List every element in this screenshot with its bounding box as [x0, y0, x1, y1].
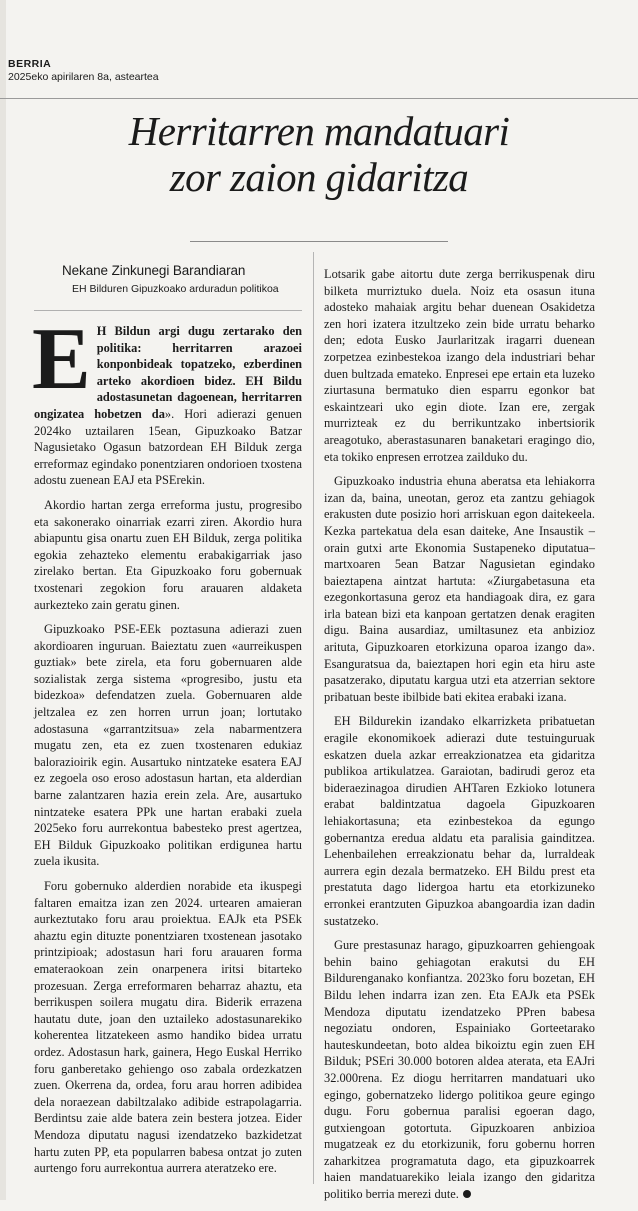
- body-paragraph: Foru gobernuko alderdien norabide eta ikuspegi faltaren emaitza izan zen 2024. urtearen amaieran aurkeztutako foru arau proiektua. EAJk eta PSEk ahaztu egin dituzte ponentziaren txostenean jasotako printzipioak; adostasun hari foru arauaren forma emateraokoan zein onarpenera iritsi bitarteko prozesuan. Zerga erreformaren beharraz ahaztu, eta berrikuspen soilera mugatu dira. Biderik errazena hautatu dute, joan den uztaileko adostasunarekiko koherentea litzatekeen asmo handiko bidea urratu ordez. Adostasun hark, gainera, Hego Euskal Herriko foru ganberetako gehiengo oso zabala ordezkatzen zuen. Okerrena da, ordea, foru arau horren adibidea dela noraezean dabiltzalako adibide estrapolagarria. Berdintsu zaie alde batera zein bestera jotzea. Eider Mendoza diputatu nagusi izendatzeko bazkidetzat hartu zuten PP, eta popularren babesa ontzat jo zuten aurtengo foru aurrekontua aurrera ateratzeko ere.: [34, 879, 302, 1176]
- headline-line-2: zor zaion gidaritza: [169, 154, 469, 200]
- end-mark-icon: [463, 1190, 471, 1198]
- body-paragraph: Akordio hartan zerga erreforma justu, progresibo eta sakonerako oinarriak ezarri ziren. Akordio hura abiapuntu gisa onartu zuen EH Bilduk, zerga politika egokia zehazteko elementu erabakigarriak jaso zirelako bertan. Eta Gipuzkoako foru gobernuak txostenari zegokion foru arauaren aldaketa aurkezteko zain geratu ginen.: [34, 497, 302, 612]
- final-paragraph: [324, 937, 595, 1203]
- body-paragraph: EH Bildurekin izandako elkarrizketa pribatuetan eragile ekonomikoek adierazi dute testuinguruak eskatzen duela azkar erreakzionatzea eta gidaritza publikoa artikulatzea. Garaiotan, badirudi geroz eta bideraezinagoa dirudien AHTaren Ezkioko lotunera erabat baldintzatua dagoela Gipuzkoaren lehiakortasuna; eta ezinbestekoa da egungo gobernantza eredua aldatu eta paralisia gainditzea. Lehenbailehen erreakzionatu behar da, lurraldeak aurrera egin dezala bermatzeko. EH Bildu prest eta prestatuta dago lidergoa hartu eta etorkizuneko erronkei erantzuten Gipuzkoa abangoardia izan dadin sustatzeko.: [324, 714, 595, 928]
- publication-date: 2025eko apirilaren 8a, asteartea: [8, 71, 159, 83]
- lead-bold-text: H Bildun argi dugu zertarako den politika: herritarren arazoei konponbideak topatzeko, ezberdinen arteko akordioen bidez. EH Bildu adostasunetan dagoenean, herritarren ongizatea hobetzen da: [34, 324, 302, 421]
- column-left: [34, 252, 302, 1185]
- final-paragraph-text: Gure prestasunaz harago, gipuzkoarren gehiengoak behin baino gehiagotan erakutsi du EH Bildurenganako konfiantza. 2023ko foru bozetan, EH Bildu lehen indarra izan zen. Eta EAJk eta PSEk Mendoza diputatu izendatzeko PPren babesa negoziatu ondoren, Espainiako Gorteetarako hauteskundeetan, boto aldea bikoiztu egin zuen EH Bilduk; PSEri 30.000 botoren aldea aterata, eta EAJri 32.000rena. Ez diogu herritarren mandatuari uko egingo, gobernatzeko lidergo politikoa geure egingo dugu. Foru gobernua paralisi egoeran dago, gutxiengoan gotortuta. Gipuzkoaren anbizioa mugatzeak ez du etorkizunik, foru gobernu horren zaharkitzea programatuta dago, eta gipuzkoarrek haien mandatuarekiko leiala izango den gidaritza politiko berria merezi dute.: [324, 938, 595, 1202]
- author-role: EH Bilduren Gipuzkoako arduradun politikoa: [72, 283, 279, 295]
- lead-rest-text: ». Hori adierazi genuen 2024ko uztailaren 15ean, Gipuzkoako Batzar Nagusietako Ogasun batzordean EH Bilduk zerga erreformaz egindako ponentziaren ondorioen txostena adostu zuenean EAJ eta PSErekin.: [34, 406, 302, 488]
- column-divider: [313, 252, 314, 1184]
- masthead: [8, 58, 628, 84]
- headline-line-1: Herritarren mandatuari: [128, 108, 510, 154]
- lead-paragraph: [32, 311, 302, 489]
- column-right: [324, 266, 595, 1211]
- body-paragraph: Gipuzkoako industria ehuna aberatsa eta lehiakorra izan da, baina, uneotan, geroz eta zantzu gehiagok erakusten dute posizio hori arriskuan egon daitekeela. Kezka partekatua dela esan daiteke, Ane Insaustik –orain gutxi arte Ekonomia Sustapeneko diputatua– martxoaren 5ean Batzar Nagusietan egindako baieztapena aintzat hartuta: «Ziurgabetasuna eta ezegonkortasuna geroz eta handiagoak dira, ez gara irla batean bizi eta kanpoan gertatzen denak eragiten digu. Baina ausardiaz, umiltasunez eta anbizioz arituta, Gipuzkoaren etorkizuna oparoa izango da». Esanguratsua da, baieztapen hori egin eta hiru aste pasatzerako, diputatu kargua utzi eta atzerrian sektore pribatuan beste ibilbide bati ekitea erabaki izana.: [324, 474, 595, 704]
- top-rule: [0, 98, 638, 99]
- headline-rule: [190, 241, 448, 242]
- page-edge: [0, 0, 6, 1200]
- article-headline: [20, 108, 618, 200]
- drop-cap: E: [32, 311, 91, 408]
- author-name: Nekane Zinkunegi Barandiaran: [62, 263, 246, 278]
- body-paragraph: Gipuzkoako PSE-EEk poztasuna adierazi zuen akordioaren inguruan. Baieztatu zuen «aurreikuspen guztiak» bete zirela, eta foru gobernuaren alde sozialistak zerga sistema «progresibo, justu eta bidezkoa» defendatzen zuela. Gobernuaren alde jeltzalea ez zen horren urrun joan; lortutako adostasuna «garrantzitsua» zela nabarmentzera mugatu zen, eta ez zuen txostenaren edukiaz balorazioirik egin. Ausartuko nintzateke esatera EAJ ez zegoela oso eroso adostasun hartan, eta alderdian barne zalantzaren hazia erein zela. Are, ausartuko nintzateke esatera PPk une hartan erabaki zuela 2025eko foru aurrekontua babesteko prest agertzea, EH Bilduk Gipuzkoako politikan erdigunea hartu zuela ikusita.: [34, 622, 302, 869]
- publication-name: BERRIA: [8, 58, 52, 70]
- body-paragraph: Lotsarik gabe aitortu dute zerga berrikuspenak diru bilketa murriztuko duela. Noiz eta osasun ituna adosteko mahaiak argitu behar duenean Osakidetza zen hori izatera itzultzeko zein bide urratu beharko den; edota Eusko Jaurlaritzak iragarri duenean zorpetzea ezinbestekoa izango dela industriari behar duen bultzada emateko. Enpresei epe ertain eta luzeko ziurtasuna bermatuko dien esparru egonkor bat eskaintzeari uko egin diote. Izan ere, zergak murrizteak ez du berrikuntzako inbertsiorik areagotuko, aberastasunaren banaketari eragingo dio, eta tokiko enpresen errotzea zailduko du.: [324, 267, 595, 464]
